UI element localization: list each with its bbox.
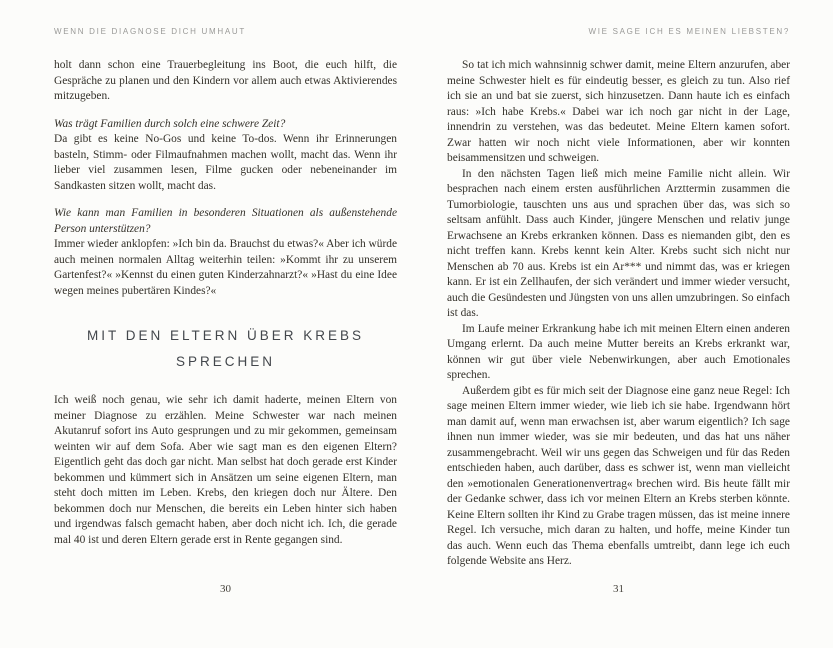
page-number-left: 30 — [220, 583, 231, 595]
body-paragraph: In den nächsten Tagen ließ mich meine Familie nicht allein. Wir besprachen nach einem ersten ausführlichen Arzttermin zusammen die Tumorbiologie, tauschten uns aus und sprachen über das, was sich so seltsam anfühlt. Dass auch Kinder, jüngere Menschen und relativ junge Erwachsene an Krebs erkranken können. Dass es niemanden gibt, den es nicht treffen kann. Krebs kennt kein Alter. Krebs sucht sich nicht nur Menschen ab 70 aus. Krebs ist ein Ar*** und nimmt das, was er kriegen kann. Er ist ein Zellhaufen, der sich verändert und immer wieder versucht, auch die Gesündesten und Jüngsten von uns allen umzubringen. So einfach ist das. — [447, 167, 790, 319]
body-paragraph: Außerdem gibt es für mich seit der Diagnose eine ganz neue Regel: Ich sage meinen Eltern immer wieder, wie lieb ich sie habe. Irgendwann hört man damit auf, wenn man erwachsen ist, aber warum eigentlich? Ich sage ihnen nun immer wieder, was sie mir bedeuten, und das hat uns näher zusammengebracht. Weil wir uns gegen das Schweigen und für das Reden entschieden haben, auch darüber, dass es schwer ist, wenn man vielleicht den »emotionalen Generationenvertrag« brechen wird. Bis heute fällt mir der Gedanke schwer, dass ich vor meinen Eltern an Krebs sterben könnte. Keine Eltern sollten ihr Kind zu Grabe tragen müssen, das ist meine innere Regel. Ich versuche, mich daran zu halten, und hoffe, meine Kinder tun das auch. Wenn euch das Thema ebenfalls umtreibt, dann lege ich euch folgende Website ans Herz. — [447, 384, 790, 567]
section-heading-line-2: SPRECHEN — [175, 354, 275, 369]
body-paragraph: So tat ich mich wahnsinnig schwer damit, meine Eltern anzurufen, aber meine Schwester hielt es für eindeutig besser, es gleich zu tun. Also rief ich sie an und bat sie zuerst, sich hinzusetzen. Dann haute ich es einfach raus: »Ich habe Krebs.« Dabei war ich noch gar nicht in der Lage, innendrin zu verstehen, was das bedeutet. Meine Eltern kamen sofort. Zwar hatten wir noch nicht viele Informationen, aber wir konnten beisammensitzen und schweigen. — [447, 59, 790, 164]
interview-question-1: Was trägt Familien durch solch eine schwere Zeit? — [54, 117, 286, 130]
page-right — [447, 0, 790, 648]
running-header-right: WIE SAGE ICH ES MEINEN LIEBSTEN? — [588, 27, 790, 36]
intro-paragraph: holt dann schon eine Trauerbegleitung ins Boot, die euch hilft, die Gespräche zu planen und den Kindern vor allem auch etwas Aktivierendes mitzugeben. — [54, 59, 397, 102]
section-heading — [54, 323, 397, 375]
section-heading-line-1: MIT DEN ELTERN ÜBER KREBS — [86, 328, 365, 343]
running-header-left: WENN DIE DIAGNOSE DICH UMHAUT — [54, 27, 246, 36]
body-paragraph: Im Laufe meiner Erkrankung habe ich mit meinen Eltern einen anderen Umgang erlernt. Da auch meine Mutter bereits an Krebs erkrankt war, können wir gut über viele Nebenwirkungen, aber auch Emotionales sprechen. — [447, 322, 790, 381]
interview-answer-2: Immer wieder anklopfen: »Ich bin da. Brauchst du etwas?« Aber ich würde auch meinen normalen Alltag weiterhin teilen: »Kommt ihr zu unserem Gartenfest?« »Kennst du einen guten Kinderzahnarzt?« »Hast du eine Idee wegen meines pubertären Kindes?« — [54, 238, 397, 297]
page-left — [54, 0, 397, 648]
page-left-body — [54, 58, 397, 548]
interview-question-2: Wie kann man Familien in besonderen Situationen als außenstehende Person unterstützen? — [54, 207, 397, 235]
page-right-body — [447, 58, 790, 570]
interview-answer-1: Da gibt es keine No-Gos und keine To-dos. Wenn ihr Erinnerungen basteln, Stimm- oder Filmaufnahmen machen wollt, macht das. Wenn ihr lieber viel zusammen lesen, Filme gucken oder nebeneinander im Sandkasten sitzen wollt, macht das. — [54, 133, 397, 192]
page-number-right: 31 — [613, 583, 624, 595]
body-paragraph: Ich weiß noch genau, wie sehr ich damit haderte, meinen Eltern von meiner Diagnose zu erzählen. Meine Schwester war nach meinen Akutanruf sofort ins Auto gesprungen und zu mir gekommen, gemeinsam weinten wir auf dem Sofa. Aber wie sagt man es den eigenen Eltern? Eigentlich geht das doch gar nicht. Man selbst hat doch gerade erst Kinder bekommen und kümmert sich in Ansätzen um seine eigenen Eltern, man steht doch mitten im Leben. Krebs, den kriegen doch nur Ältere. Den bekommen doch nur Menschen, die bereits ein Leben hinter sich haben und irgendwas falsch gemacht haben, aber doch nicht ich. Ich, die gerade mal 40 ist und deren Eltern gerade erst in Rente gegangen sind. — [54, 394, 397, 546]
